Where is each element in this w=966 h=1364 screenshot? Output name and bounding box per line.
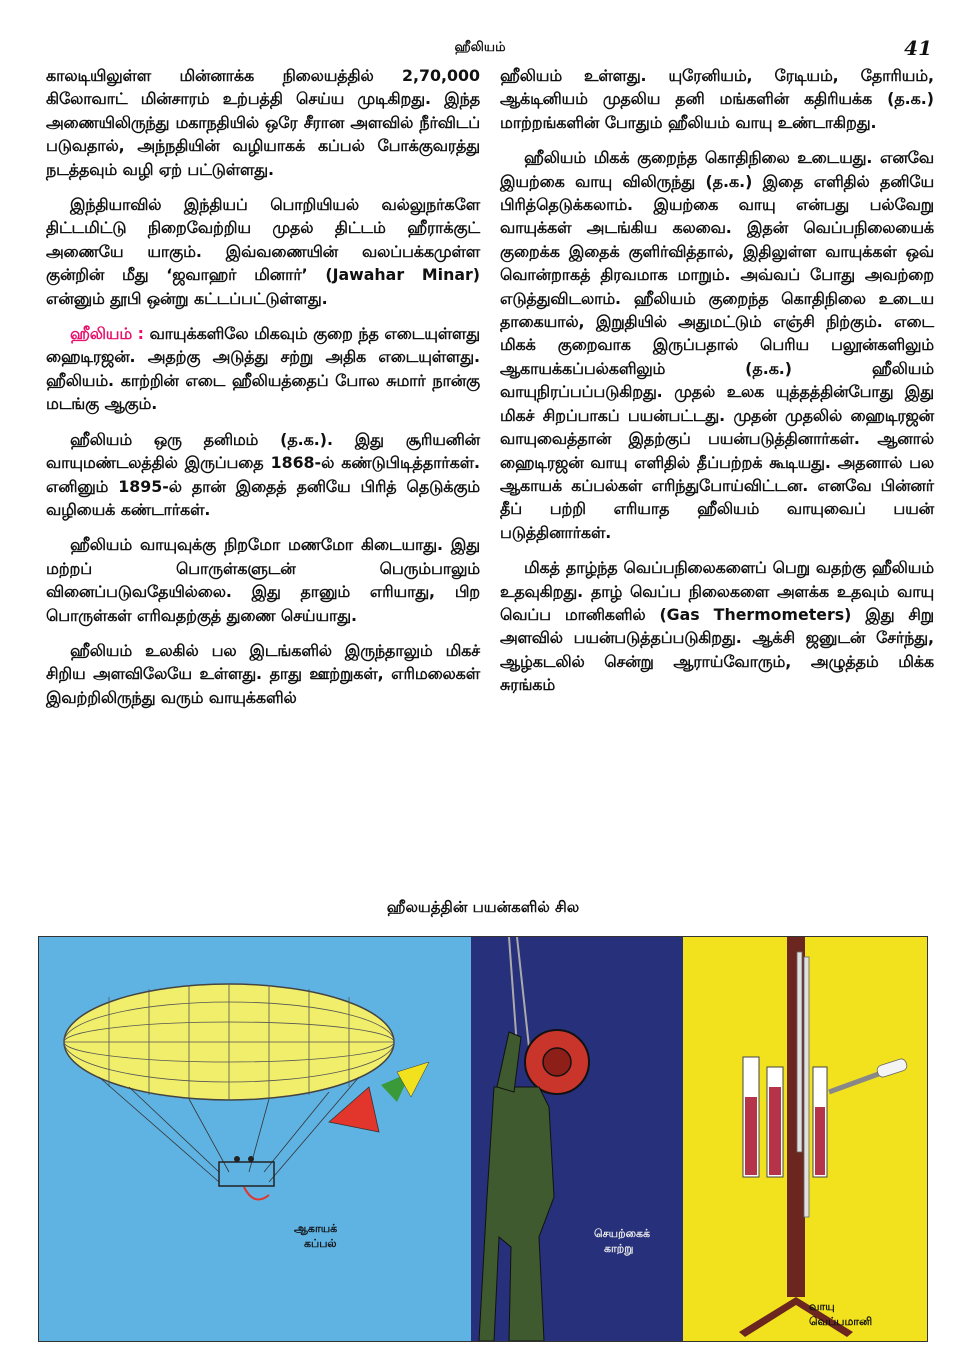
diver-label-line2: காற்று <box>604 1242 634 1255</box>
paragraph: மிகத் தாழ்ந்த வெப்பநிலைகளைப் பெறு வதற்கு ஹீலியம் உதவுகிறது. தாழ் வெப்ப நிலைகளை அளக்க உதவும் வாயு வெப்ப மானிகளில் (Gas Thermometers) இது சிறு அளவில் பயன்படுத்தப்படுகிறது. ஆக்சி ஜனுடன் சேர்ந்து, ஆழ்கடலில் சென்று ஆராய்வோரும், அழுத்தம் மிக்க சுரங்கம் <box>500 558 934 695</box>
helium-uses-illustration <box>38 936 928 1342</box>
helium-heading: ஹீலியம் : <box>70 324 144 344</box>
paragraph: ஹீலியம் வாயுவுக்கு நிறமோ மணமோ கிடையாது. இது மற்றப் பொருள்களுடன் பெரும்பாலும் வினைப்படுவதேயில்லை. இது தானும் எரியாது, பிற பொருள்கள் எரிவதற்குத் துணை செய்யாது. <box>46 535 480 625</box>
airship-label-line2: கப்பல் <box>304 1237 337 1250</box>
thermometer-label: வாயு <box>809 1300 835 1313</box>
thermometer-label-line2: வெப்பமானி <box>809 1315 873 1328</box>
page-number: 41 <box>904 36 932 60</box>
paragraph: ஹீலியம் உள்ளது. யுரேனியம், ரேடியம், தோரியம், ஆக்டினியம் முதலிய தனி மங்களின் கதிரியக்க (த.க.) மாற்றங்களின் போதும் ஹீலியம் வாயு உண்டாகிறது. <box>500 66 934 132</box>
paragraph: ஹீலியம் உலகில் பல இடங்களில் இருந்தாலும் மிகச் சிறிய அளவிலேயே உள்ளது. தாது ஊற்றுகள், எரிமலைகள் இவற்றிலிருந்து வரும் வாயுக்களில் <box>46 640 480 707</box>
figure-caption: ஹீலயத்தின் பயன்களில் சில <box>386 898 580 916</box>
paragraph-helium-intro <box>46 322 480 416</box>
left-column <box>46 64 480 721</box>
paragraph: ஹீலியம் மிகக் குறைந்த கொதிநிலை உடையது. எனவே இயற்கை வாயு விலிருந்து (த.க.) இதை எளிதில் தனியே பிரித்தெடுக்கலாம். இயற்கை வாயு என்பது பல்வேறு வாயுக்கள் அடங்கிய கலவை. இதன் வெப்பநிலையைக் குறைக்க இதைக் குளிர்வித்தால், இதிலுள்ள வாயுக்கள் ஒவ் வொன்றாகத் திரவமாக மாறும். அவ்வப் போது அவற்றை எடுத்துவிடலாம். ஹீலியம் குறைந்த கொதிநிலை உடைய தாகையால், இறுதியில் அதுமட்டும் எஞ்சி நிற்கும். எடை மிகக் குறைவாக இருப்பதால் பெரிய பலூன்களிலும் ஆகாயக்கப்பல்களிலும் (த.க.) ஹீலியம் வாயுநிரப்பப்படுகிறது. முதல் உலக யுத்தத்தின்போது இது மிகச் சிறப்பாகப் பயன்பட்டது. முதன் முதலில் ஹைடிரஜன் வாயுவைத்தான் இதற்குப் பயன்படுத்தினார்கள். ஆனால் ஹைடிரஜன் வாயு எளிதில் தீப்பற்றக் கூடியது. அதனால் பல ஆகாயக் கப்பல்கள் எரிந்துபோய்விட்டன. எனவே பின்னர் தீப் பற்றி எரியாத ஹீலியம் வாயுவைப் பயன் படுத்தினார்கள். <box>500 148 934 542</box>
diver-label: செயற்கைக் <box>594 1227 651 1240</box>
paragraph: ஹீலியம் ஒரு தனிமம் (த.க.). இது சூரியனின் வாயுமண்டலத்தில் இருப்பதை 1868-ல் கண்டுபிடித்தார்கள். எனினும் 1895-ல் தான் இதைத் தனியே பிரித் தெடுக்கும் வழியைக் கண்டார்கள். <box>46 429 480 519</box>
paragraph: காலடியிலுள்ள மின்னாக்க நிலையத்தில் 2,70,000 கிலோவாட் மின்சாரம் உற்பத்தி செய்ய முடிகிறது. இந்த அணையிலிருந்து மகாநதியில் ஒரே சீரான அளவில் நீர்விடப் படுவதால், அந்நதியின் வழியாகக் கப்பல் போக்குவரத்து நடத்தவும் வழி ஏற் பட்டுள்ளது. <box>46 66 480 179</box>
right-column <box>500 64 934 709</box>
page-header-title: ஹீலியம் <box>454 40 506 55</box>
paragraph-text: வாயுக்களிலே மிகவும் குறை ந்த எடையுள்ளது ஹைடிரஜன். அதற்கு அடுத்து சற்று அதிக எடையுள்ளது. ஹீலியம். காற்றின் எடை ஹீலியத்தைப் போல சுமார் நான்கு மடங்கு ஆகும். <box>46 324 480 414</box>
paragraph: இந்தியாவில் இந்தியப் பொறியியல் வல்லுநர்களே திட்டமிட்டு நிறைவேற்றிய முதல் திட்டம் ஹீராக்குட் அணையே யாகும். இவ்வணையின் வலப்பக்கமுள்ள குன்றின் மீது ‘ஜவாஹர் மினார்’ (Jawahar Minar) என்னும் தூபி ஒன்று கட்டப்பட்டுள்ளது. <box>46 195 480 308</box>
airship-label: ஆகாயக் <box>294 1222 338 1235</box>
